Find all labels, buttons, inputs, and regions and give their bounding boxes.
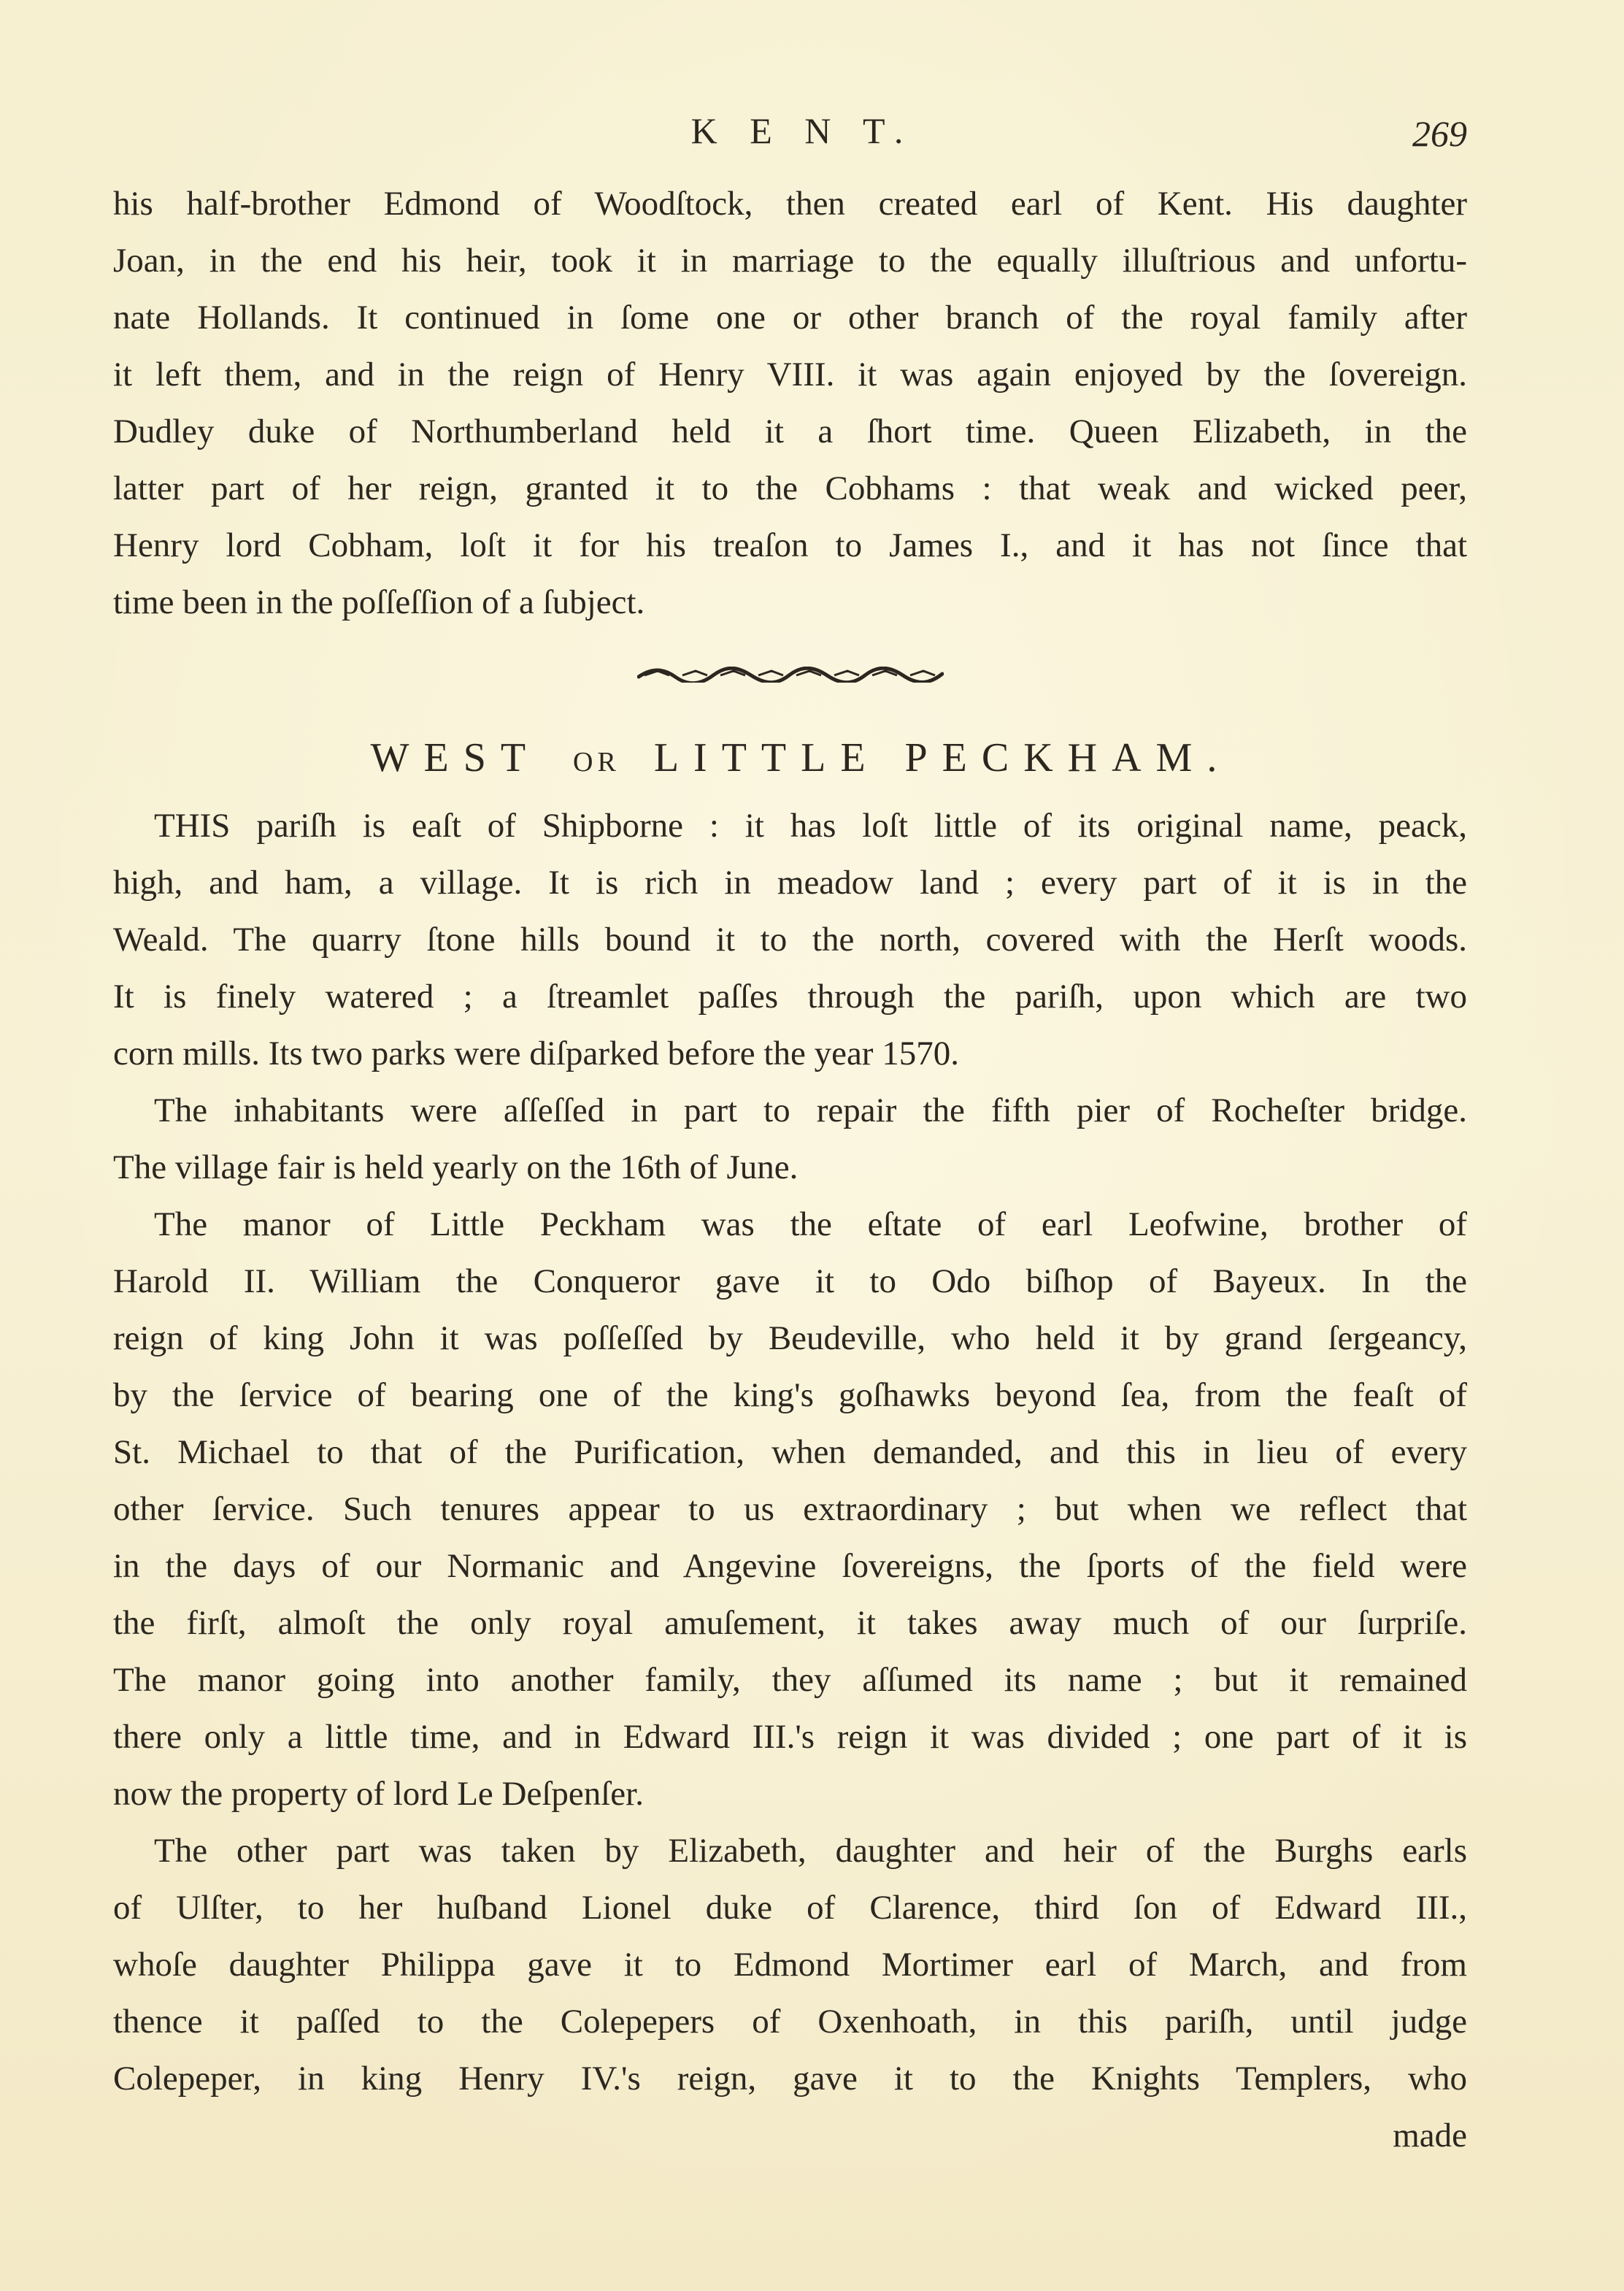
text-line: there only a little time, and in Edward III.'s reign it was divided ; one part of it is <box>113 1718 1467 1756</box>
text-line: nate Hollands. It continued in ſome one or other branch of the royal family after <box>113 299 1467 337</box>
text-line: The manor of Little Peckham was the eſtate of earl Leofwine, brother of <box>154 1205 1467 1243</box>
text-line: St. Michael to that of the Purification, when demanded, and this in lieu of every <box>113 1433 1467 1471</box>
text-line: The manor going into another family, they aſſumed its name ; but it remained <box>113 1661 1467 1699</box>
section-heading-or: OR <box>573 747 620 778</box>
text-line: Weald. The quarry ſtone hills bound it to the north, covered with the Herſt woods. <box>113 921 1467 959</box>
page-number: 269 <box>1412 113 1467 154</box>
paragraph <box>113 1082 1467 1196</box>
text-line: It is finely watered ; a ſtreamlet paſſes through the pariſh, upon which are two <box>113 978 1467 1016</box>
page-header <box>109 110 1467 153</box>
text-line: The inhabitants were aſſeſſed in part to repair the fifth pier of Rocheſter bridge. <box>154 1091 1467 1129</box>
text-line: his half-brother Edmond of Woodſtock, then created earl of Kent. His daughter <box>113 185 1467 223</box>
text-line: thence it paſſed to the Colepepers of Oxenhoath, in this pariſh, until judge <box>113 2003 1467 2041</box>
text-line: latter part of her reign, granted it to the Cobhams : that weak and wicked peer, <box>113 469 1467 507</box>
wavy-rule-ornament-icon <box>637 667 944 683</box>
text-line: The village fair is held yearly on the 16th of June. <box>113 1148 798 1186</box>
text-line: it left them, and in the reign of Henry VIII. it was again enjoyed by the ſovereign. <box>113 356 1467 394</box>
text-line: other ſervice. Such tenures appear to us extraordinary ; but when we reflect that <box>113 1490 1467 1528</box>
text-line: corn mills. Its two parks were diſparked before the year 1570. <box>113 1035 959 1072</box>
text-line: Henry lord Cobham, loſt it for his treaſon to James I., and it has not ſince that <box>113 526 1467 564</box>
ornament-divider <box>113 631 1467 718</box>
text-line: now the property of lord Le Deſpenſer. <box>113 1775 644 1813</box>
text-line: Joan, in the end his heir, took it in marriage to the equally illuſtrious and unfortu- <box>113 242 1467 280</box>
section-heading-part1: WEST <box>370 735 540 780</box>
text-line: time been in the poſſeſſion of a ſubject. <box>113 583 645 621</box>
running-title: K E N T. <box>690 110 915 151</box>
section-heading-part2: LITTLE PECKHAM. <box>653 735 1232 780</box>
text-line: The other part was taken by Elizabeth, daughter and heir of the Burghs earls <box>154 1832 1467 1870</box>
text-line: of Ulſter, to her huſband Lionel duke of Clarence, third ſon of Edward III., <box>113 1889 1467 1927</box>
text-line: THIS pariſh is eaſt of Shipborne : it has loſt little of its original name, peack, <box>154 807 1467 845</box>
paragraph-continued <box>113 175 1467 631</box>
text-line: reign of king John it was poſſeſſed by Beudeville, who held it by grand ſergeancy, <box>113 1319 1467 1357</box>
section-heading <box>113 718 1467 797</box>
text-line: Dudley duke of Northumberland held it a ſhort time. Queen Elizabeth, in the <box>113 412 1467 450</box>
text-line: Harold II. William the Conqueror gave it to Odo biſhop of Bayeux. In the <box>113 1262 1467 1300</box>
text-line: high, and ham, a village. It is rich in meadow land ; every part of it is in the <box>113 864 1467 902</box>
paragraph <box>113 1196 1467 1822</box>
paragraph <box>113 1822 1467 2107</box>
text-line: whoſe daughter Philippa gave it to Edmond Mortimer earl of March, and from <box>113 1946 1467 1984</box>
text-line: by the ſervice of bearing one of the king's goſhawks beyond ſea, from the feaſt of <box>113 1376 1467 1414</box>
text-line: the firſt, almoſt the only royal amuſement, it takes away much of our ſurpriſe. <box>113 1604 1467 1642</box>
paragraph <box>113 797 1467 1082</box>
text-line: in the days of our Normanic and Angevine ſovereigns, the ſports of the field were <box>113 1547 1467 1585</box>
page-body <box>113 175 1467 2164</box>
text-line: Colepeper, in king Henry IV.'s reign, gave it to the Knights Templers, who <box>113 2060 1467 2098</box>
catchword: made <box>1393 2117 1467 2154</box>
